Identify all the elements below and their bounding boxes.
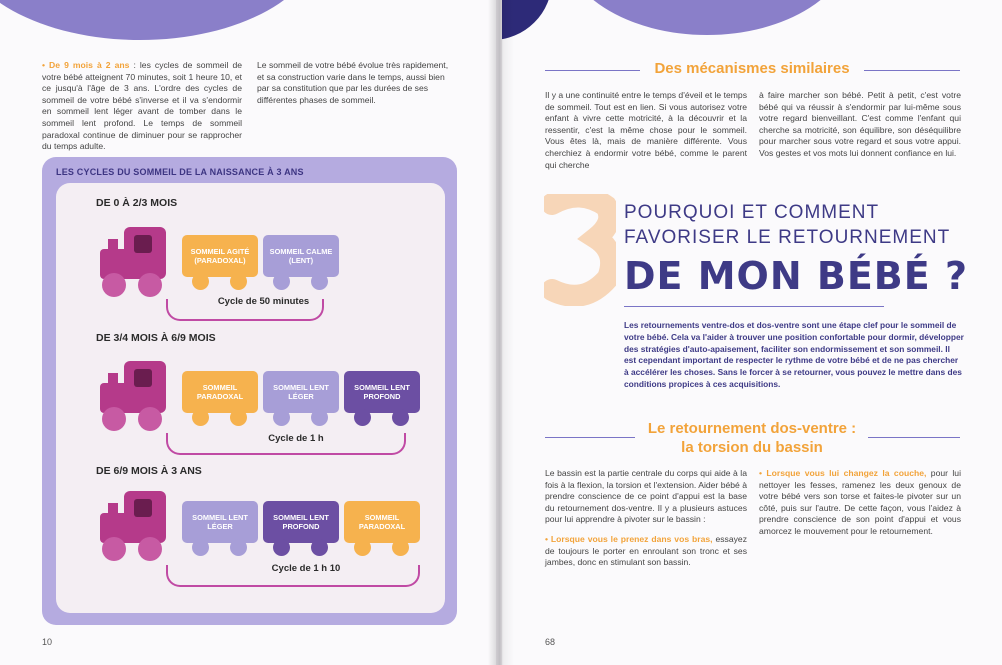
title-line-1: POURQUOI ET COMMENT: [624, 202, 880, 223]
bullet-lead: • Lorsque vous le prenez dans vos bras,: [545, 533, 713, 544]
decorative-blob: [502, 0, 552, 40]
wheel: [230, 273, 247, 290]
heading-rule: [545, 70, 640, 71]
title-line-2: FAVORISER LE RETOURNEMENT: [624, 227, 951, 248]
heading-line: la torsion du bassin: [681, 439, 823, 456]
brace: [166, 299, 324, 321]
right-page: [502, 0, 1002, 665]
wheel: [311, 273, 328, 290]
right-col3-text: [545, 468, 747, 569]
cycle-label: Cycle de 1 h 10: [271, 563, 341, 574]
wheel: [192, 539, 209, 556]
heading-rule: [864, 70, 960, 71]
wheel: [392, 409, 409, 426]
box-inner: [56, 183, 445, 613]
right-col4-text: [759, 468, 961, 538]
wheel: [230, 539, 247, 556]
wagon: SOMMEIL AGITÉ (PARADOXAL): [182, 235, 258, 277]
wagon: SOMMEIL PARADOXAL: [344, 501, 420, 543]
wagon: SOMMEIL LENT LÉGER: [263, 371, 339, 413]
wagon: SOMMEIL PARADOXAL: [182, 371, 258, 413]
left-page: [0, 0, 496, 665]
wheel: [311, 539, 328, 556]
wheel: [273, 409, 290, 426]
train-icon: [100, 227, 178, 299]
wagon: SOMMEIL CALME (LENT): [263, 235, 339, 277]
section-label: DE 6/9 MOIS À 3 ANS: [96, 465, 202, 477]
wagon: SOMMEIL LENT PROFOND: [344, 371, 420, 413]
right-col2-text: à faire marcher son bébé. Petit à petit, c'est votre bébé qui va réussir à s'endormir par lui-même sous votre regard bienveillant. C'est comme l'enfant qui cherche sa motricité, son équilibre, son déséquilibre pour marcher sous votre regard et sous votre appui. Vos gestes et vos mots lui donnent confiance en lui.: [759, 90, 961, 158]
section-label: DE 0 À 2/3 MOIS: [96, 197, 178, 209]
train-icon: [100, 361, 178, 433]
wheel: [192, 273, 209, 290]
wagon: SOMMEIL LENT PROFOND: [263, 501, 339, 543]
section-heading: Des mécanismes similaires: [654, 60, 850, 77]
lead-text: • De 9 mois à 2 ans: [42, 60, 130, 70]
wheel: [354, 409, 371, 426]
decorative-blob: [0, 0, 320, 40]
wheel: [273, 539, 290, 556]
number-3-icon: [544, 194, 616, 306]
heading-rule: [868, 437, 960, 438]
heading-line: Le retournement dos-ventre :: [647, 420, 857, 437]
wheel: [392, 539, 409, 556]
wheel: [273, 273, 290, 290]
left-col1-text: [42, 60, 242, 153]
wheel: [192, 409, 209, 426]
wagon: SOMMEIL LENT LÉGER: [182, 501, 258, 543]
brace: [166, 565, 420, 587]
page-number: 10: [42, 637, 53, 647]
title-line-3: DE MON BÉBÉ ?: [624, 254, 968, 298]
intro-text: Les retournements ventre-dos et dos-ventre sont une étape clef pour le sommeil de votre bébé. Cela va l'aider à trouver une position confortable pour dormir, développer des stratégies d'auto-apaisement, faciliter son endormissement et son sommeil. Il est cependant important de respecter le rythme de votre bébé et de ne pas chercher à accélérer les choses. Sans le forcer à se retourner, vous pouvez le mettre dans des conditions propices à ces acquisitions.: [624, 320, 964, 389]
paragraph: Le bassin est la partie centrale du corps qui aide à la fois à la flexion, la torsion et l'extension. Aider bébé à prendre conscience de ce point d'appui est la base du retournement dos-ventre. Il y a plusieurs astuces pour lui apprendre à pivoter sur le bassin :: [545, 468, 747, 525]
sleep-cycles-box: [42, 157, 457, 625]
left-col2-text: Le sommeil de votre bébé évolue très rapidement, et sa construction varie dans le temps, aussi bien par sa constitution que par les durées de ses différentes phases de sommeil.: [257, 60, 449, 105]
bullet-lead: • Lorsque vous lui changez la couche,: [759, 468, 927, 478]
wheel: [230, 409, 247, 426]
brace: [166, 433, 406, 455]
cycle-label: Cycle de 50 minutes: [217, 296, 310, 307]
wheel: [354, 539, 371, 556]
box-title: LES CYCLES DU SOMMEIL DE LA NAISSANCE À 3 ANS: [56, 167, 304, 177]
body-text: : les cycles de sommeil de votre bébé atteignent 70 minutes, soit 1 heure 10, et ce jusqu'à l'âge de 3 ans. L'ordre des cycles de sommeil de votre bébé s'inverse et il va s'endormir en sommeil lent léger avant de tomber dans le sommeil lent profond. Le temps de sommeil paradoxal continue de diminuer pour se rapprocher du temps adulte.: [42, 60, 242, 152]
section-heading-2: [637, 419, 867, 457]
wheel: [311, 409, 328, 426]
cycle-label: Cycle de 1 h: [268, 433, 324, 444]
title-rule: [624, 306, 884, 307]
page-number: 68: [545, 637, 556, 647]
right-col1-text: Il y a une continuité entre le temps d'éveil et le temps de sommeil. Tout est en lien. Si vous autorisez votre enfant à vivre cette motricité, à la découvrir et la ressentir, c'est la même chose pour le sommeil. Vous êtes là, mais de manière différente. Vous cherchiez à endormir votre bébé, comme le parent qui cherche: [545, 90, 747, 170]
bullet-paragraph: [545, 534, 747, 569]
bullet-text: pour lui nettoyer les fesses, ramenez les deux genoux de votre bébé vers son torse et faites-le pivoter sur un côté, puis sur l'autre. De cette façon, vous l'aidez à prendre conscience de son point d'appui et vous amorcez le mouvement pour le retournement.: [759, 468, 961, 536]
bullet-text: essayez de toujours le porter en enroulant son tronc et ses jambes, donc en stimulant son bassin.: [545, 533, 747, 568]
train-icon: [100, 491, 178, 563]
section-label: DE 3/4 MOIS À 6/9 MOIS: [96, 332, 216, 344]
heading-rule: [545, 437, 635, 438]
decorative-blob: [562, 0, 852, 35]
